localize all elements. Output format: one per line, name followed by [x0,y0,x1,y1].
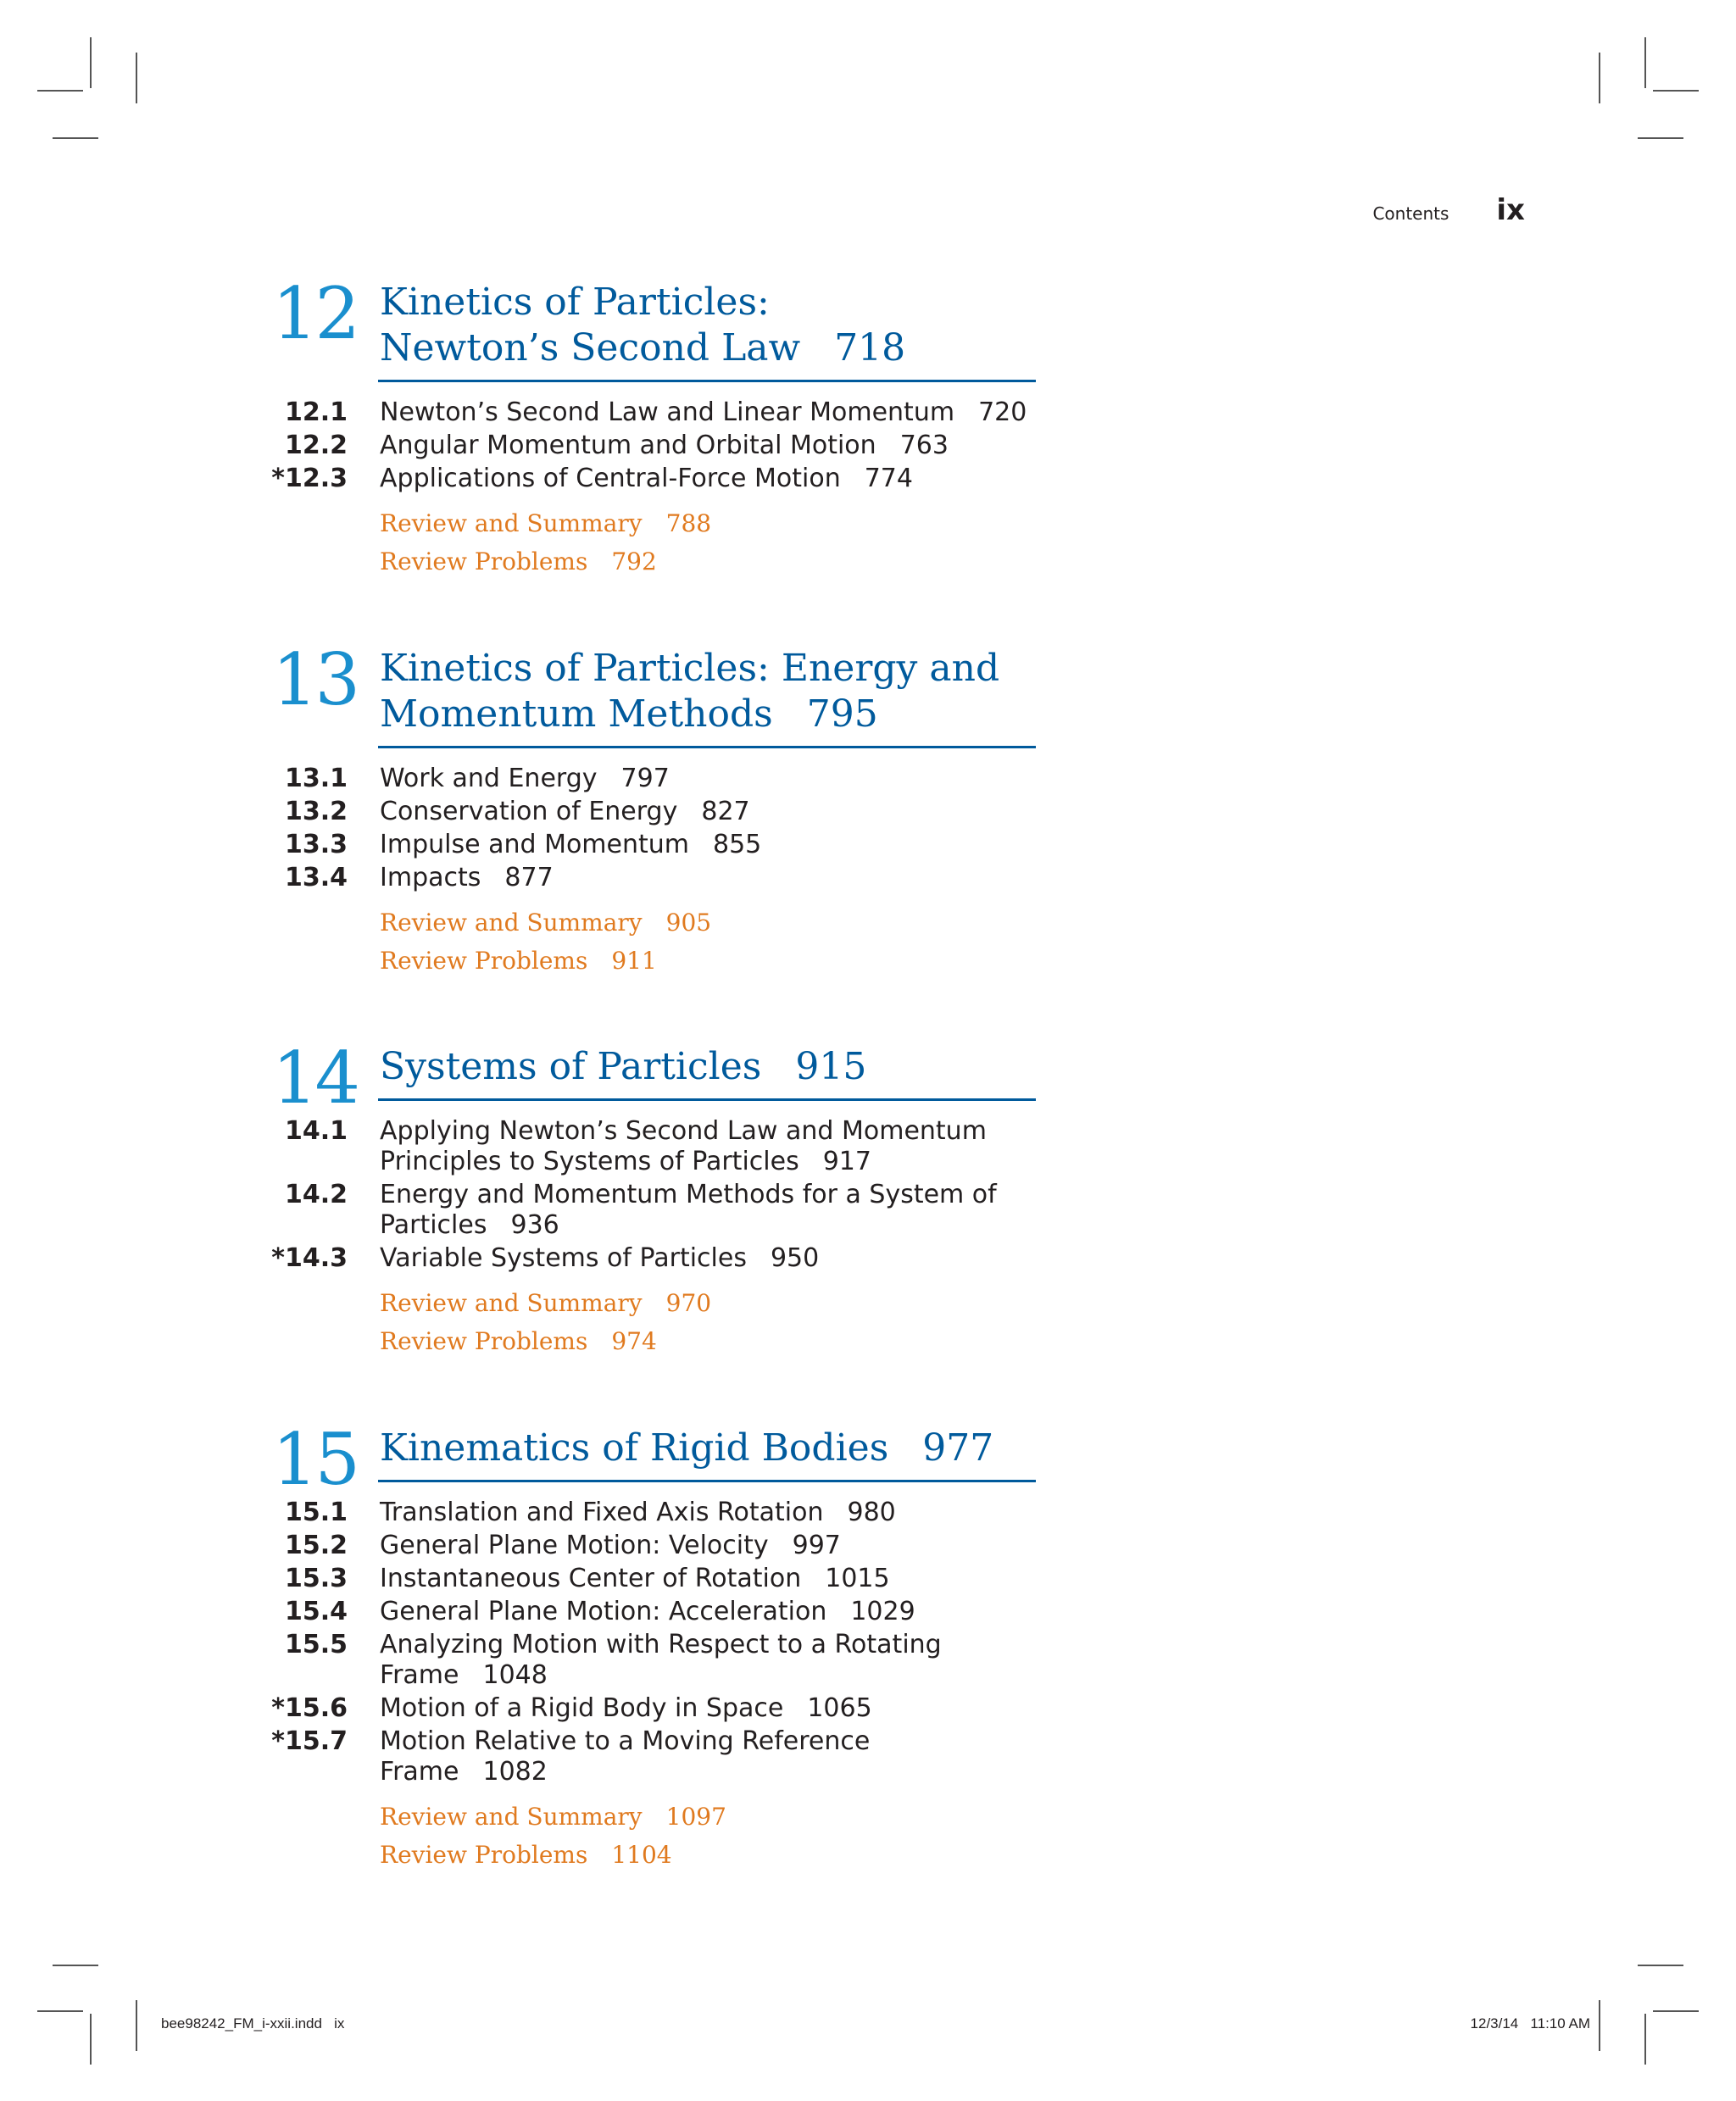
section-entry[interactable] [271,1243,1034,1274]
chapter-rule [378,746,1036,748]
section-number: 14.1 [284,1116,348,1146]
chapter-title[interactable] [380,1044,1034,1090]
crop-mark [90,37,92,88]
page-number: ix [1496,193,1525,227]
section-title: General Plane Motion: Acceleration [380,1597,827,1626]
section-number: 12.2 [284,431,348,460]
section-number: 15.2 [284,1531,348,1560]
section-entry[interactable] [271,797,1034,827]
chapter-title-line: Momentum Methods 795 [380,692,878,736]
crop-mark [53,1965,98,1966]
section-number: 13.4 [284,863,348,892]
chapter-page: 718 [834,326,906,370]
chapter-title-line: Kinetics of Particles: [380,281,770,324]
chapter-title[interactable] [380,1426,1034,1471]
review-summary-page: 1097 [665,1803,726,1831]
section-title: Applying Newton’s Second Law and Momentum Principles to Systems of Particles [380,1116,987,1176]
section-page: 827 [701,797,750,826]
section-entry[interactable] [271,1116,1034,1177]
section-number: 15.5 [284,1630,348,1659]
chapter-heading [271,1418,1034,1501]
section-page: 997 [792,1531,841,1560]
chapter-title[interactable] [380,280,1034,371]
section-page: 797 [620,764,670,793]
section-entry[interactable] [271,764,1034,794]
section-title: Applications of Central-Force Motion [380,464,841,493]
section-title: Analyzing Motion with Respect to a Rotating Frame [380,1630,942,1690]
chapter-number: 12 [272,272,358,355]
section-entry[interactable] [271,1693,1034,1724]
section-entry[interactable] [271,397,1034,428]
crop-mark [90,2014,92,2065]
chapter-page: 977 [922,1426,994,1470]
section-number: 13.3 [284,830,348,859]
chapter-rule [378,380,1036,382]
chapter-heading [271,1037,1034,1120]
chapter-title-line: Kinematics of Rigid Bodies 977 [380,1426,994,1470]
running-head-label: Contents [1372,203,1449,224]
chapter-rule [378,1480,1036,1482]
section-page: 950 [770,1243,820,1273]
section-page: 877 [504,863,554,892]
section-title: Work and Energy [380,764,598,793]
section-page: 1015 [825,1564,890,1593]
review-problems-entry[interactable]: Review Problems 974 [380,1327,657,1355]
running-head [1372,193,1525,227]
section-page: 1065 [807,1693,872,1723]
crop-mark [37,2010,83,2012]
review-problems-entry[interactable]: Review Problems 911 [380,947,657,975]
slug-filename: bee98242_FM_i-xxii.indd ix [161,2015,345,2032]
section-title: General Plane Motion: Velocity [380,1531,769,1560]
section-number: 13.2 [284,797,348,826]
section-page: 855 [713,830,762,859]
section-number: *15.6 [271,1693,348,1723]
section-number: 15.3 [284,1564,348,1593]
chapter-title[interactable] [380,646,1034,737]
section-entry[interactable] [271,464,1034,494]
section-entry[interactable] [271,431,1034,461]
section-number: 15.4 [284,1597,348,1626]
chapter-title-line: Newton’s Second Law 718 [380,326,906,370]
chapter-14 [271,1037,1034,1360]
crop-mark [1653,90,1699,92]
section-title: Instantaneous Center of Rotation [380,1564,802,1593]
section-title: Motion of a Rigid Body in Space [380,1693,784,1723]
section-page: 774 [864,464,913,493]
chapter-page: 915 [795,1045,867,1088]
crop-mark [136,53,137,103]
section-page: 936 [510,1210,559,1240]
section-page: 1082 [482,1757,548,1787]
section-page: 763 [899,431,949,460]
section-title: Impulse and Momentum [380,830,689,859]
section-entry[interactable] [271,863,1034,893]
section-list [271,1116,1034,1274]
section-title: Variable Systems of Particles [380,1243,747,1273]
section-title: Angular Momentum and Orbital Motion [380,431,876,460]
section-list [271,764,1034,893]
chapter-15 [271,1418,1034,1874]
crop-mark [136,2000,137,2051]
chapter-page: 795 [806,692,878,736]
chapter-number: 14 [272,1037,358,1120]
review-summary-entry[interactable]: Review and Summary 905 [380,909,712,937]
chapter-number: 15 [272,1418,358,1501]
chapter-12 [271,272,1034,581]
review-problems-entry[interactable]: Review Problems 792 [380,547,657,575]
section-number: 12.1 [284,397,348,427]
crop-mark [37,90,83,92]
review-summary-entry[interactable]: Review and Summary 788 [380,509,712,537]
crop-mark [1653,2010,1699,2012]
crop-mark [53,137,98,139]
section-number: *14.3 [271,1243,348,1273]
review-problems-page: 792 [611,547,657,575]
section-number: 15.1 [284,1498,348,1527]
review-problems-page: 911 [611,947,657,975]
section-number: *15.7 [271,1726,348,1756]
crop-mark [1644,37,1646,88]
section-list [271,397,1034,494]
section-list [271,1498,1034,1787]
chapter-title-line: Kinetics of Particles: Energy and [380,647,1000,690]
section-page: 980 [847,1498,896,1527]
section-title: Motion Relative to a Moving Reference Frame [380,1726,871,1787]
review-summary-page: 970 [665,1289,712,1317]
chapter-heading [271,638,1034,737]
crop-mark [1638,1965,1683,1966]
section-entry[interactable] [271,1630,1034,1691]
section-page: 1048 [482,1660,548,1690]
review-summary-page: 905 [665,909,712,937]
section-entry[interactable] [271,1726,1034,1787]
section-number: 14.2 [284,1180,348,1209]
section-entry[interactable] [271,1597,1034,1627]
review-summary-entry[interactable]: Review and Summary 970 [380,1289,712,1317]
section-page: 917 [822,1147,871,1176]
section-entry[interactable] [271,1531,1034,1561]
chapter-13 [271,638,1034,980]
review-summary-page: 788 [665,509,712,537]
section-page: 720 [978,397,1027,427]
crop-mark [1599,53,1600,103]
chapter-heading [271,272,1034,371]
review-summary-entry[interactable]: Review and Summary 1097 [380,1803,726,1831]
crop-mark [1644,2014,1646,2065]
section-title: Energy and Momentum Methods for a System of Particles [380,1180,997,1240]
section-number: *12.3 [271,464,348,493]
section-entry[interactable] [271,830,1034,860]
review-problems-page: 1104 [611,1841,672,1869]
section-number: 13.1 [284,764,348,793]
chapter-title-line: Systems of Particles 915 [380,1045,867,1088]
section-title: Translation and Fixed Axis Rotation [380,1498,824,1527]
slug-datetime: 12/3/14 11:10 AM [1470,2015,1590,2032]
section-entry[interactable] [271,1498,1034,1528]
review-problems-page: 974 [611,1327,657,1355]
review-problems-entry[interactable]: Review Problems 1104 [380,1841,672,1869]
chapter-number: 13 [272,638,358,721]
section-title: Newton’s Second Law and Linear Momentum [380,397,955,427]
section-entry[interactable] [271,1564,1034,1594]
section-page: 1029 [850,1597,915,1626]
section-title: Impacts [380,863,481,892]
section-entry[interactable] [271,1180,1034,1241]
section-title: Conservation of Energy [380,797,678,826]
crop-mark [1599,2000,1600,2051]
chapter-rule [378,1098,1036,1101]
crop-mark [1638,137,1683,139]
